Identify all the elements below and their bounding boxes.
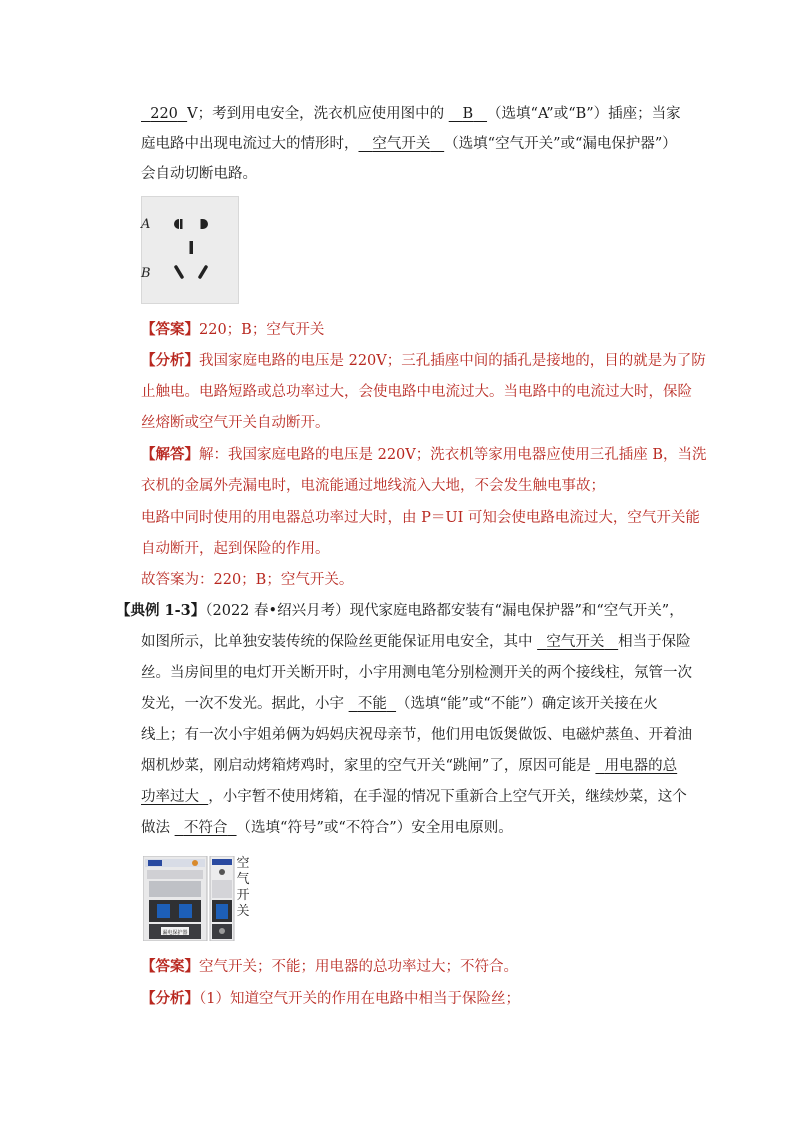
q13-line-8: 做法 不符合 （选填“符号”或“不符合”）安全用电原则。: [141, 820, 513, 836]
device-label-text: 漏电保护器: [162, 930, 188, 936]
q13-line-3: 丝。当房间里的电灯开关断开时，小宇用测电笔分别检测开关的两个接线柱，氖管一次: [141, 665, 692, 681]
q12-line-2: 庭电路中出现电流过大的情形时， 空气开关 （选填“空气开关”或“漏电保护器”）: [141, 136, 677, 152]
blank-not-compliant: 不符合: [183, 820, 228, 836]
q12-line-3: 会自动切断电路。: [141, 166, 257, 182]
q13-line-7: 功率过大 ，小宇暂不使用烤箱，在手湿的情况下重新合上空气开关，继续炒菜，这个: [141, 789, 687, 805]
blank-220: 220: [150, 106, 178, 122]
q12-analysis-1: 【分析】我国家庭电路的电压是 220V；三孔插座中间的插孔是接地的，目的就是为了防: [141, 352, 706, 369]
q12-solution-1: 【解答】解：我国家庭电路的电压是 220V；洗衣机等家用电器应使用三孔插座 B，当洗: [141, 446, 707, 463]
q12-line-1: 220 V；考到用电安全，洗衣机应使用图中的 B （选填“A”或“B”）插座；当家: [141, 104, 681, 124]
q12-answer: 【答案】220；B；空气开关: [141, 321, 325, 338]
blank-total-power-1: 用电器的总: [604, 758, 678, 774]
blank-b: B: [462, 106, 474, 122]
q13-answer: 【答案】空气开关；不能；用电器的总功率过大；不符合。: [141, 958, 518, 975]
socket-label-b: B: [141, 266, 151, 281]
q12-final-answer: 故答案为：220；B；空气开关。: [141, 572, 354, 588]
q12-solution-4: 自动断开，起到保险的作用。: [141, 541, 330, 557]
blank-air-switch-2: 空气开关: [546, 634, 605, 650]
socket-label-a: A: [141, 217, 151, 232]
q12-solution-2: 衣机的金属外壳漏电时，电流能通过地线流入大地，不会发生触电事故；: [141, 478, 605, 494]
q12-analysis-2: 止触电。电路短路或总功率过大，会使电路中电流过大。当电路中的电流过大时，保险: [141, 384, 692, 400]
blank-air-switch: 空气开关: [372, 136, 431, 152]
q13-analysis-1: 【分析】（1）知道空气开关的作用在电路中相当于保险丝；: [141, 990, 520, 1007]
q13-line-6: 烟机炒菜，刚启动烤箱烤鸡时，家里的空气开关“跳闸”了，原因可能是 用电器的总: [141, 758, 678, 774]
socket-holes-icon: [142, 197, 240, 305]
q13-line-4: 发光，一次不发光。据此，小宇 不能 （选填“能”或“不能”）确定该开关接在火: [141, 696, 658, 712]
q13-line-2: 如图所示，比单独安装传统的保险丝更能保证用电安全，其中 空气开关 相当于保险: [141, 634, 691, 650]
q12-solution-3: 电路中同时使用的用电器总功率过大时，由 P＝UI 可知会使电路电流过大，空气开关能: [141, 510, 700, 526]
socket-figure: [141, 196, 239, 304]
q12-analysis-3: 丝熔断或空气开关自动断开。: [141, 415, 330, 431]
q13-line-5: 线上；有一次小宇姐弟俩为妈妈庆祝母亲节，他们用电饭煲做饭、电磁炉蒸鱼、开着油: [141, 727, 692, 743]
blank-total-power-2: 功率过大: [141, 789, 199, 805]
blank-cannot: 不能: [357, 696, 387, 712]
q13-line-1: 【典例 1-3】（2022 春•绍兴月考）现代家庭电路都安装有“漏电保护器”和“空气开关”，: [116, 602, 684, 619]
air-switch-vertical-label: 空 气 开 关: [236, 856, 250, 919]
